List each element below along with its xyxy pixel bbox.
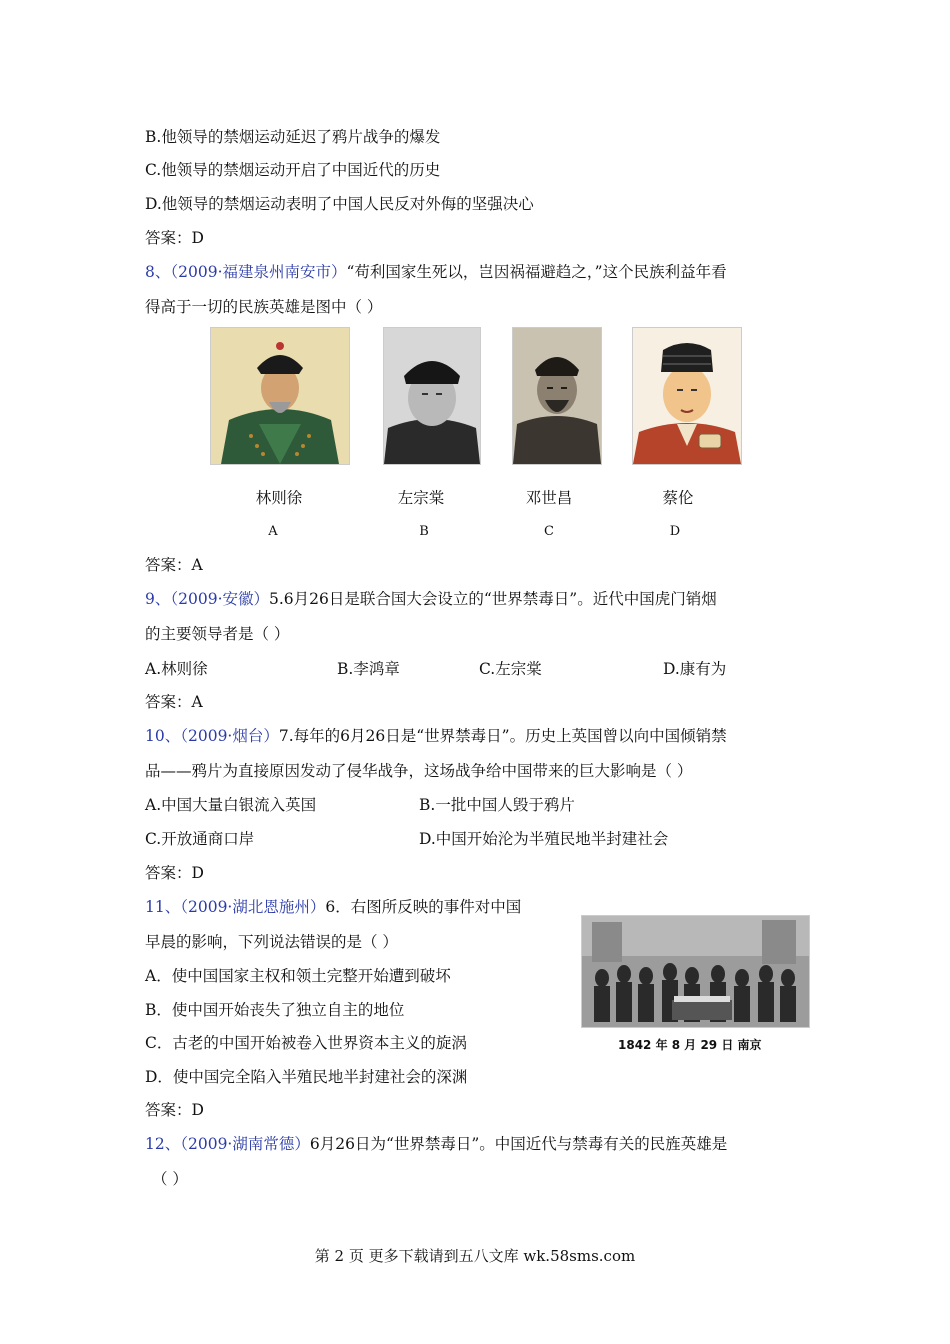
question-number: 10、 [145,727,181,745]
q9-stem [145,588,717,610]
question-source: （2009·湖北恩施州） [180,898,326,916]
q9-option-b: B.李鸿章 [337,660,400,678]
q12-stem [145,1133,727,1155]
q10-option-d: D.中国开始沦为半殖民地半封建社会 [419,830,669,848]
portrait-c-image [512,327,602,465]
q10-stem [145,725,727,747]
q7-option-c: C.他领导的禁烟运动开启了中国近代的历史 [145,161,441,179]
q12-stem-cont: （ ） [152,1170,188,1188]
question-text: “苟利国家生死以，岂因祸福避趋之，”这个民族利益年看 [346,263,727,281]
question-number: 9、 [145,590,171,608]
q8-stem [145,261,727,283]
q11-option-d: D．使中国完全陷入半殖民地半封建社会的深渊 [145,1068,468,1086]
question-text: 7.每年的6月26日是“世界禁毒日”。历史上英国曾以向中国倾销禁 [278,727,727,745]
q11-answer: 答案：D [145,1101,204,1119]
q11-option-b: B．使中国开始丧失了独立自主的地位 [145,1001,405,1019]
portrait-b-image [383,327,481,465]
q9-option-d: D.康有为 [663,660,727,678]
q10-stem-cont: 品——鸦片为直接原因发动了侵华战争，这场战争给中国带来的巨大影响是（ ） [145,762,693,780]
portrait-c-name: 邓世昌 [525,489,573,507]
q10-option-b: B.一批中国人毁于鸦片 [419,796,575,814]
portrait-b-letter: B [419,524,429,539]
q10-option-a: A.中国大量白银流入英国 [145,796,317,814]
portrait-d-letter: D [669,524,681,539]
portrait-d-image [632,327,742,465]
treaty-photo-caption: 1842 年 8 月 29 日 南京 [618,1038,762,1052]
question-number: 11、 [145,898,181,916]
portrait-d-name: 蔡伦 [662,489,694,507]
portrait-a-image [210,327,350,465]
page-footer: 第 2 页 更多下载请到五八文库 wk.58sms.com [314,1247,636,1265]
question-number: 8、 [145,263,171,281]
q10-option-c: C.开放通商口岸 [145,830,255,848]
portrait-b-name: 左宗棠 [397,489,445,507]
q7-option-d: D.他领导的禁烟运动表明了中国人民反对外侮的坚强决心 [145,195,534,213]
question-text: 5.6月26日是联合国大会设立的“世界禁毒日”。近代中国虎门销烟 [269,590,717,608]
question-text: 6月26日为“世界禁毒日”。中国近代与禁毒有关的民旌英雄是 [309,1135,728,1153]
question-text: 6．右图所反映的事件对中国 [325,898,522,916]
q11-option-c: C．古老的中国开始被卷入世界资本主义的旋涡 [145,1034,467,1052]
q9-answer: 答案：A [145,693,203,711]
question-source: （2009·安徽） [170,590,269,608]
q10-answer: 答案：D [145,864,204,882]
question-number: 12、 [145,1135,181,1153]
portrait-c-letter: C [544,524,554,539]
q11-stem-cont: 早晨的影响，下列说法错误的是（ ） [145,933,398,951]
portrait-a-name: 林则徐 [255,489,303,507]
q11-option-a: A．使中国国家主权和领土完整开始遭到破坏 [145,967,451,985]
portrait-a-letter: A [268,524,278,539]
q9-option-a: A.林则徐 [145,660,208,678]
q9-stem-cont: 的主要领导者是（ ） [145,625,290,643]
question-source: （2009·福建泉州南安市） [170,263,347,281]
q8-answer: 答案：A [145,556,203,574]
q9-option-c: C.左宗棠 [479,660,542,678]
treaty-signing-photo [581,915,810,1028]
q11-stem [145,896,521,918]
q7-option-b: B.他领导的禁烟运动延迟了鸦片战争的爆发 [145,128,441,146]
question-source: （2009·湖南常德） [180,1135,310,1153]
q8-stem-cont: 得高于一切的民族英雄是图中（ ） [145,298,383,316]
question-source: （2009·烟台） [180,727,279,745]
q7-answer: 答案：D [145,229,204,247]
